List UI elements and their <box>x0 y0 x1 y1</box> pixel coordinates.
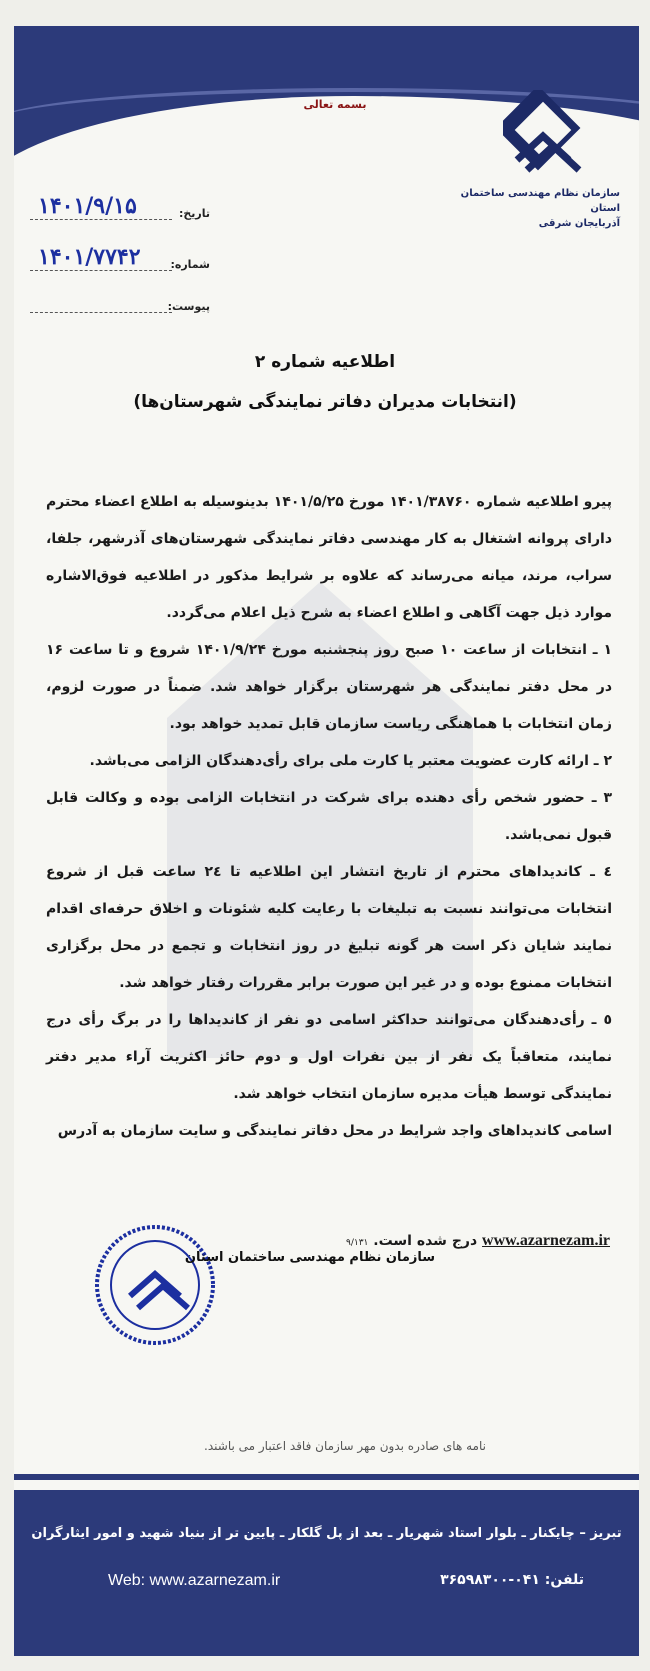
date-label: تاریخ: <box>178 207 210 220</box>
notice-subtitle: (انتخابات مدیران دفاتر نمایندگی شهرستان‌ها) <box>133 392 517 412</box>
attachment-line <box>30 312 172 313</box>
footer-web[interactable]: Web: www.azarnezam.ir <box>108 1572 281 1589</box>
item-3: ۳ ـ حضور شخص رأی دهنده برای شرکت در انتخابات الزامی بوده و وکالت قابل قبول نمی‌باشد. <box>46 790 612 843</box>
footer-tel: تلفن: ۰۴۱-۳۶۵۹۸۳۰۰ <box>440 1572 584 1588</box>
number-value: ۱۴۰۱/۷۷۴۲ <box>38 244 141 270</box>
intro-paragraph: پیرو اطلاعیه شماره ۱۴۰۱/۳۸۷۶۰ مورخ ۱۴۰۱/۵/۲۵ بدینوسیله به اطلاع اعضاء محترم دارای پروانه اشتغال به کار مهندسی دفاتر نمایندگی شهرستان‌های آذرشهر، جلفا، سراب، مرند، میانه می‌رساند که علاوه بر شرایط مذکور در اطلاعیه فوق‌الاشاره موارد ذیل جهت آگاهی و اطلاع اعضاء به شرح ذیل اعلام می‌گردد. <box>46 494 613 621</box>
org-logo-icon <box>503 90 593 180</box>
org-name-line2: آذربایجان شرقی <box>538 218 620 229</box>
signature-org: سازمان نظام مهندسی ساختمان استان <box>184 1250 436 1265</box>
item-1: ۱ ـ انتخابات از ساعت ۱۰ صبح روز پنجشنبه مورخ ۱۴۰۱/۹/۲۴ شروع و تا ساعت ۱۶ در محل دفتر نمایندگی هر شهرستان برگزار خواهد شد. ضمناً در صورت لزوم، زمان انتخابات با هماهنگی ریاست سازمان قابل تمدید خواهد بود. <box>46 642 612 732</box>
footer-address: تبریز – چایکنار ـ بلوار استاد شهریار ـ بعد از پل گلکار ـ پایین تر از بنیاد شهید و امور ایثارگران <box>31 1526 622 1541</box>
stamp-footnote: نامه های صادره بدون مهر سازمان فاقد اعتبار می باشند. <box>204 1439 486 1453</box>
item-2: ۲ ـ ارائه کارت عضویت معتبر یا کارت ملی برای رأی‌دهندگان الزامی می‌باشد. <box>89 753 612 769</box>
website-link[interactable]: www.azarnezam.ir <box>482 1232 610 1249</box>
basmala: بسمه تعالی <box>303 98 367 111</box>
notice-title: اطلاعیه شماره ۲ <box>254 352 396 372</box>
org-name <box>460 186 620 231</box>
closing-end: درج شده است. <box>373 1233 478 1249</box>
date-value: ۱۴۰۱/۹/۱۵ <box>38 193 137 219</box>
org-name-line1: سازمان نظام مهندسی ساختمان استان <box>460 188 620 214</box>
handwritten-ref: ۹/۱۳۱ <box>346 1238 369 1248</box>
number-line <box>30 270 172 271</box>
notice-body <box>46 484 612 1150</box>
official-stamp-icon <box>92 1222 218 1348</box>
footer-rule <box>14 1474 639 1480</box>
url-line <box>230 1232 610 1250</box>
closing-paragraph: اسامی کاندیداهای واجد شرایط در محل دفاتر نمایندگی و سایت سازمان به آدرس <box>57 1123 612 1139</box>
footer <box>14 1490 639 1656</box>
item-4: ٤ ـ کاندیداهای محترم از تاریخ انتشار این اطلاعیه تا ٢٤ ساعت قبل از شروع انتخابات می‌توانند نسبت به تبلیغات با رعایت کلیه شئونات و اخلاق حرفه‌ای اقدام نمایند شایان ذکر است هر گونه تبلیغ در روز انتخابات و تجمع در محل برگزاری انتخابات ممنوع بوده و در غیر این صورت برابر مقررات رفتار خواهد شد. <box>46 864 612 991</box>
attachment-label: پیوست: <box>167 300 210 313</box>
item-5: ٥ ـ رأی‌دهندگان می‌توانند حداکثر اسامی دو نفر از کاندیداها را در برگ رأی درج نمایند، متعاقباً یک نفر از بین نفرات اول و دوم حائز اکثریت آراء مدیر دفتر نمایندگی توسط هیأت مدیره سازمان انتخاب خواهد شد. <box>46 1012 612 1102</box>
date-line <box>30 219 172 220</box>
number-label: شماره: <box>170 258 210 271</box>
